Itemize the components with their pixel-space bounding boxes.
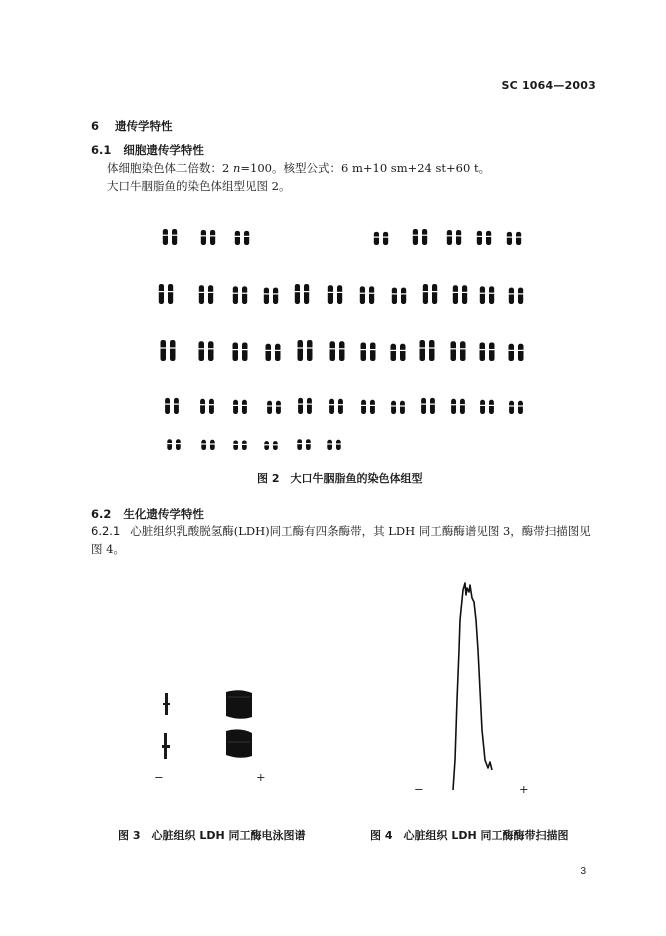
text-n: n bbox=[232, 161, 241, 175]
standard-id: SC 1064—2003 bbox=[501, 79, 596, 92]
figure-4-minus-label: − bbox=[414, 782, 424, 796]
page-number: 3 bbox=[580, 866, 586, 877]
karyotype-reference-line: 大口牛胭脂鱼的染色体组型见图 2。 bbox=[107, 179, 291, 193]
figure-4-caption: 图 4 心脏组织 LDH 同工酶酶带扫描图 bbox=[370, 829, 569, 842]
figure-3-caption: 图 3 心脏组织 LDH 同工酶电泳图谱 bbox=[118, 829, 306, 842]
section-number: 6.2 bbox=[91, 507, 112, 521]
figure-4-plus-label: + bbox=[519, 782, 529, 796]
section-number: 6 bbox=[91, 119, 100, 133]
section-title: 生化遗传学特性 bbox=[123, 507, 204, 521]
figure-3-plus-label: + bbox=[256, 770, 266, 784]
ldh-text-line1: 心脏组织乳酸脱氢酶(LDH)同工酶有四条酶带，其 LDH 同工酶酶谱见图 3，酶带扫描图见 bbox=[130, 524, 591, 538]
text-suffix: =100。核型公式：6 m+10 sm+24 st+60 t。 bbox=[240, 161, 491, 175]
figure-3-minus-label: − bbox=[154, 770, 164, 784]
ldh-text-line2: 图 4。 bbox=[91, 542, 125, 556]
section-title: 遗传学特性 bbox=[115, 119, 173, 133]
section-title: 细胞遗传学特性 bbox=[123, 143, 204, 157]
section-number: 6.2.1 bbox=[91, 524, 121, 538]
text-prefix: 体细胞染色体二倍数：2 bbox=[107, 161, 233, 175]
section-number: 6.1 bbox=[91, 143, 112, 157]
figure-2-caption: 图 2 大口牛胭脂鱼的染色体组型 bbox=[257, 472, 423, 485]
